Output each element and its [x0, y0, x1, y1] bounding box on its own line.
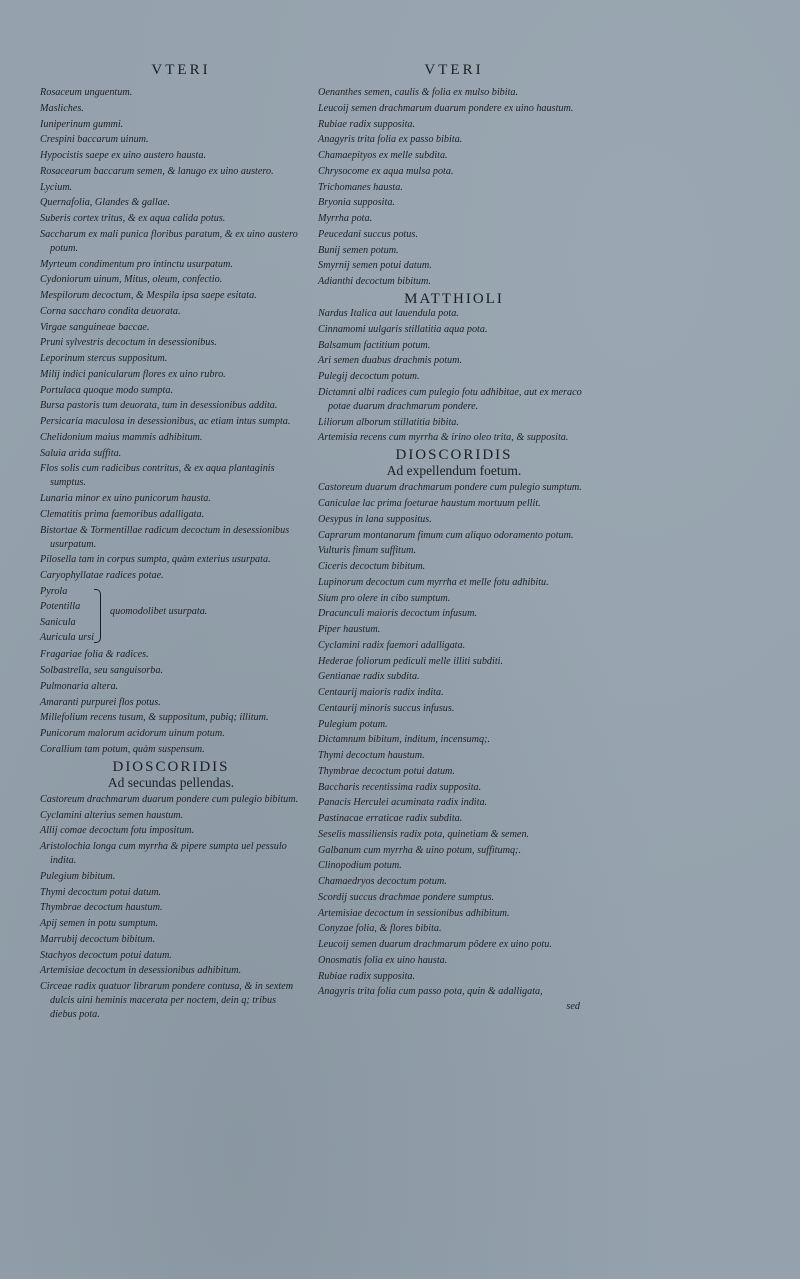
list-item: Castoreum duarum drachmarum pondere cum pulegio sumptum. — [318, 482, 582, 494]
list-item: Persicaria maculosa in desessionibus, ac etiam intus sumpta. — [40, 416, 291, 427]
list-item: Lupinorum decoctum cum myrrha et melle fotu adhibitu. — [318, 576, 549, 588]
list-item: Hypocistis saepe ex uino austero hausta. — [40, 150, 206, 161]
list-item: Thymbrae decoctum haustum. — [40, 902, 163, 914]
list-item: Rosacearum baccarum semen, & lanugo ex uino austero. — [40, 165, 274, 177]
list-item: Anagyris trita folia ex passo bibita. — [318, 134, 463, 146]
list-item: Circeae radix quatuor librarum pondere contusa, & in sextem dulcis uini heminis macerata per noctem, dein q; tribus diebus pota. — [40, 981, 294, 1020]
list-item: Pulegium potum. — [318, 718, 388, 730]
list-item: Corna saccharo condita deuorata. — [40, 305, 181, 317]
list-item: Dracunculi maioris decoctum infusum. — [318, 608, 478, 620]
left-column — [40, 62, 302, 1024]
list-item: Sium pro olere in cibo sumptum. — [318, 592, 451, 604]
list-item: Myrrha pota. — [318, 213, 373, 224]
list-item: Masliches. — [40, 102, 84, 114]
list-item: Castoreum drachmarum duarum pondere cum pulegio bibitum. — [40, 793, 299, 805]
list-item: Stachyos decoctum potui datum. — [40, 949, 172, 961]
list-item: Bunij semen potum. — [318, 244, 399, 256]
list-item: Fragariae folia & radices. — [40, 649, 149, 661]
list-item: Punicorum malorum acidorum uinum potum. — [40, 728, 225, 739]
list-item: Ciceris decoctum bibitum. — [318, 561, 426, 572]
list-item: Corallium tam potum, quàm suspensum. — [40, 743, 205, 755]
list-item: Saccharum ex mali punica floribus paratum, & ex uino austero potum. — [40, 228, 298, 254]
list-item: Thymbrae decoctum potui datum. — [318, 765, 455, 777]
list-item: Flos solis cum radicibus contritus, & ex aqua plantaginis sumptus. — [40, 463, 275, 489]
left-running-header: VTERI — [151, 62, 211, 78]
list-item: Pruni sylvestris decoctum in desessionibus. — [40, 337, 217, 349]
list-item: Leucoij semen duarum drachmarum pôdere ex uino potu. — [318, 939, 552, 950]
list-item: Liliorum alborum stillatitia bibita. — [318, 416, 459, 428]
list-item: Lunaria minor ex uino punicorum hausta. — [40, 493, 211, 504]
catchword: sed — [566, 1001, 580, 1012]
list-item: Rubiae radix supposita. — [318, 118, 416, 130]
list-item: Centaurij minoris succus infusus. — [318, 702, 455, 714]
list-item: Cyclamini radix faemori adalligata. — [318, 639, 466, 651]
list-item: Apij semen in potu sumptum. — [40, 918, 158, 929]
list-item: Conyzae folia, & flores bibita. — [318, 923, 442, 935]
list-item: Bursa pastoris tum deuorata, tum in desessionibus addita. — [40, 400, 278, 412]
list-item: Seselis massiliensis radix pota, quinetiam & semen. — [318, 828, 530, 840]
list-item: Hederae foliorum pediculi melle illiti subditi. — [318, 655, 504, 667]
list-item: Chrysocome ex aqua mulsa pota. — [318, 165, 454, 177]
left-entries-a — [40, 86, 302, 583]
list-item: Saluia arida suffita. — [40, 447, 122, 459]
list-item: Clinopodium potum. — [318, 860, 402, 872]
list-item: Potentilla — [40, 601, 81, 613]
list-item: Crespini baccarum uinum. — [40, 134, 149, 146]
list-item: Centaurij maioris radix indita. — [318, 687, 444, 698]
list-item: Cydoniorum uinum, Mitus, oleum, confectio. — [40, 274, 223, 286]
list-item: Rosaceum unguentum. — [40, 87, 133, 98]
list-item: Milij indici panicularum flores ex uino rubro. — [40, 368, 226, 380]
list-item: Pyrola — [40, 585, 68, 597]
list-item: Myrteum condimentum pro intinctu usurpatum. — [40, 258, 233, 270]
list-item: Baccharis recentissima radix supposita. — [318, 781, 482, 793]
list-item: Suberis cortex tritus, & ex aqua calida potus. — [40, 213, 226, 224]
list-item: Adianthi decoctum bibitum. — [318, 276, 431, 287]
list-item: Sanicula — [40, 616, 76, 628]
right-section1-title: MATTHIOLI — [404, 291, 504, 307]
list-item: Caniculae lac prima foeturae haustum mortuum pellit. — [318, 498, 541, 509]
list-item: Peucedani succus potus. — [318, 228, 418, 240]
list-item: Caryophyllatae radices potae. — [40, 570, 164, 581]
list-item: Bryonia supposita. — [318, 197, 395, 209]
brace-label: quomodolibet usurpata. — [110, 605, 208, 617]
list-item: Iuniperinum gummi. — [40, 118, 124, 130]
list-item: Pilosella tam in corpus sumpta, quàm exterius usurpata. — [40, 554, 271, 566]
list-item: Anagyris trita folia cum passo pota, quin & adalligata, — [318, 986, 543, 998]
right-entries-a — [318, 86, 590, 289]
list-item: Pulegij decoctum potum. — [318, 371, 420, 382]
list-item: Mespilorum decoctum, & Mespila ipsa saepe esitata. — [40, 290, 257, 301]
right-entries-c — [318, 481, 590, 999]
list-item: Leporinum stercus suppositum. — [40, 353, 168, 364]
left-entries-c — [40, 793, 302, 1022]
list-item: Artemisiae decoctum in desessionibus adhibitum. — [40, 965, 242, 977]
list-item: Portulaca quoque modo sumpta. — [40, 384, 173, 396]
list-item: Vulturis fimum suffitum. — [318, 545, 417, 557]
right-column — [318, 62, 590, 1012]
list-item: Pulmonaria altera. — [40, 680, 119, 692]
list-item: Solbastrella, seu sanguisorba. — [40, 665, 164, 676]
list-item: Cyclamini alterius semen haustum. — [40, 809, 184, 821]
left-section-title: DIOSCORIDIS — [112, 758, 230, 775]
left-entries-b — [40, 648, 302, 757]
list-item: Piper haustum. — [318, 624, 381, 635]
list-item: Smyrnij semen potui datum. — [318, 260, 432, 272]
list-item: Amaranti purpurei flos potus. — [40, 696, 161, 708]
right-section2-title: DIOSCORIDIS — [395, 447, 513, 464]
right-entries-b — [318, 307, 590, 445]
list-item: Balsamum factitium potum. — [318, 339, 431, 351]
list-item: Lycium. — [40, 181, 73, 193]
list-item: Oesypus in lana suppositus. — [318, 513, 432, 525]
list-item: Marrubij decoctum bibitum. — [40, 933, 156, 945]
list-item: Ari semen duabus drachmis potum. — [318, 355, 463, 367]
list-item: Thymi decoctum potui datum. — [40, 886, 162, 898]
left-section-subtitle: Ad secundas pellendas. — [107, 774, 235, 790]
list-item: Aristolochia longa cum myrrha & pipere sumpta uel pessulo indita. — [40, 841, 287, 866]
list-item: Chamaedryos decoctum potum. — [318, 876, 447, 887]
right-running-header: VTERI — [424, 62, 484, 78]
list-item: Quernafolia, Glandes & gallae. — [40, 197, 170, 209]
list-item: Pastinacae erraticae radix subdita. — [318, 813, 463, 824]
list-item: Thymi decoctum haustum. — [318, 750, 425, 761]
list-item: Bistortae & Tormentillae radicum decoctum in desessionibus usurpatum. — [40, 524, 290, 550]
list-item: Dictamnum bibitum, inditum, incensumq;. — [318, 734, 491, 746]
list-item: Leucoij semen drachmarum duarum pondere ex uino haustum. — [318, 102, 574, 114]
curly-brace — [94, 589, 101, 643]
list-item: Allij comae decoctum fotu impositum. — [40, 825, 195, 837]
list-item: Trichomanes hausta. — [318, 181, 403, 193]
list-item: Gentianae radix subdita. — [318, 671, 420, 683]
list-item: Oenanthes semen, caulis & folia ex mulso bibita. — [318, 87, 519, 98]
list-item: Artemisia recens cum myrrha & irino oleo trita, & supposita. — [318, 432, 569, 444]
list-item: Panacis Herculei acuminata radix indita. — [318, 797, 488, 809]
list-item: Nardus Italica aut lauendula pota. — [318, 308, 459, 319]
list-item: Galbanum cum myrrha & uino potum, suffitumq;. — [318, 844, 521, 856]
list-item: Caprarum montanarum fimum cum aliquo odoramento potum. — [318, 529, 574, 541]
list-item: Onosmatis folia ex uino hausta. — [318, 954, 448, 966]
list-item: Pulegium bibitum. — [40, 870, 116, 882]
list-item: Scordij succus drachmae pondere sumptus. — [318, 891, 495, 903]
right-section2-subtitle: Ad expellendum foetum. — [386, 463, 522, 479]
list-item: Rubiae radix supposita. — [318, 970, 416, 982]
list-item: Chamaepityos ex melle subdita. — [318, 150, 448, 161]
list-item: Chelidonium maius mammis adhibitum. — [40, 431, 203, 443]
list-item: Dictamni albi radices cum pulegio fotu adhibitae, aut ex meraco potae duarum drachmarum pondere. — [318, 386, 582, 412]
list-item: Cinnamomi uulgaris stillatitia aqua pota. — [318, 323, 488, 335]
list-item: Auricula ursi — [40, 632, 95, 644]
list-item: Artemisiae decoctum in sessionibus adhibitum. — [318, 907, 510, 919]
list-item: Clematitis prima faemoribus adalligata. — [40, 508, 205, 520]
brace-group — [40, 585, 302, 646]
list-item: Millefolium recens tusum, & suppositum, pubiq; illitum. — [40, 712, 269, 724]
list-item: Virgae sanguineae baccae. — [40, 321, 150, 333]
